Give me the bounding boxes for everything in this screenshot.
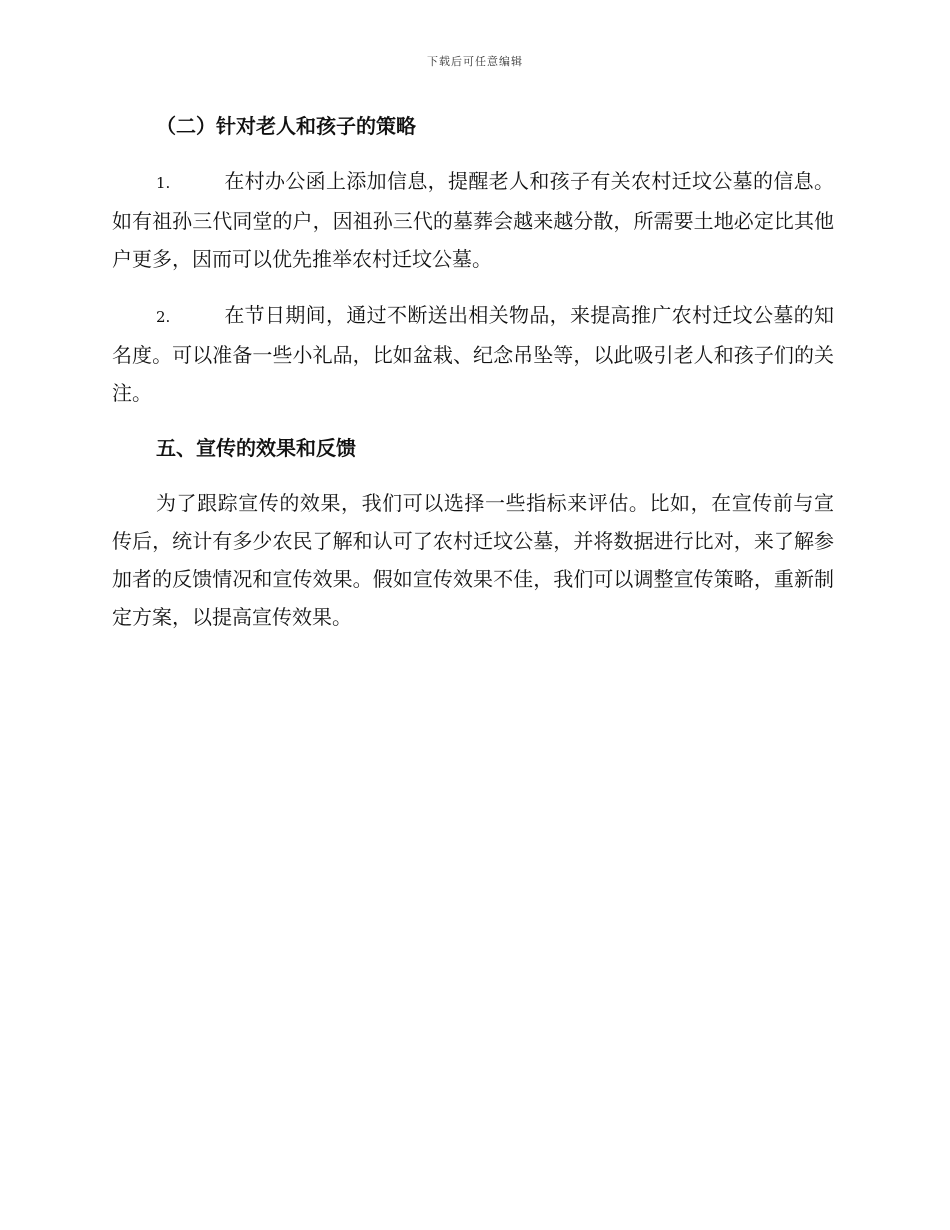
section-heading-strategy: （二）针对老人和孩子的策略 <box>156 114 416 138</box>
list-item-number: 2. <box>156 308 171 326</box>
document-body <box>112 108 834 654</box>
list-item-text: 在村办公函上添加信息，提醒老人和孩子有关农村迁坟公墓的信息。如有祖孙三代同堂的户，因祖孙三代的墓葬会越来越分散，所需要土地必定比其他户更多，因而可以优先推举农村迁坟公墓。 <box>112 169 834 271</box>
list-item-number: 1. <box>156 174 171 192</box>
feedback-paragraph: 为了跟踪宣传的效果，我们可以选择一些指标来评估。比如，在宣传前与宣传后，统计有多少农民了解和认可了农村迁坟公墓，并将数据进行比对，来了解参加者的反馈情况和宣传效果。假如宣传效果不佳，我们可以调整宣传策略，重新制定方案，以提高宣传效果。 <box>112 491 834 629</box>
section-heading-feedback: 五、宣传的效果和反馈 <box>156 436 356 460</box>
list-item-text: 在节日期间，通过不断送出相关物品，来提高推广农村迁坟公墓的知名度。可以准备一些小礼品，比如盆栽、纪念吊坠等，以此吸引老人和孩子们的关注。 <box>112 303 834 405</box>
list-item-1 <box>112 162 834 278</box>
list-item-2 <box>112 296 834 412</box>
page-header: 下载后可任意编辑 <box>427 55 523 68</box>
